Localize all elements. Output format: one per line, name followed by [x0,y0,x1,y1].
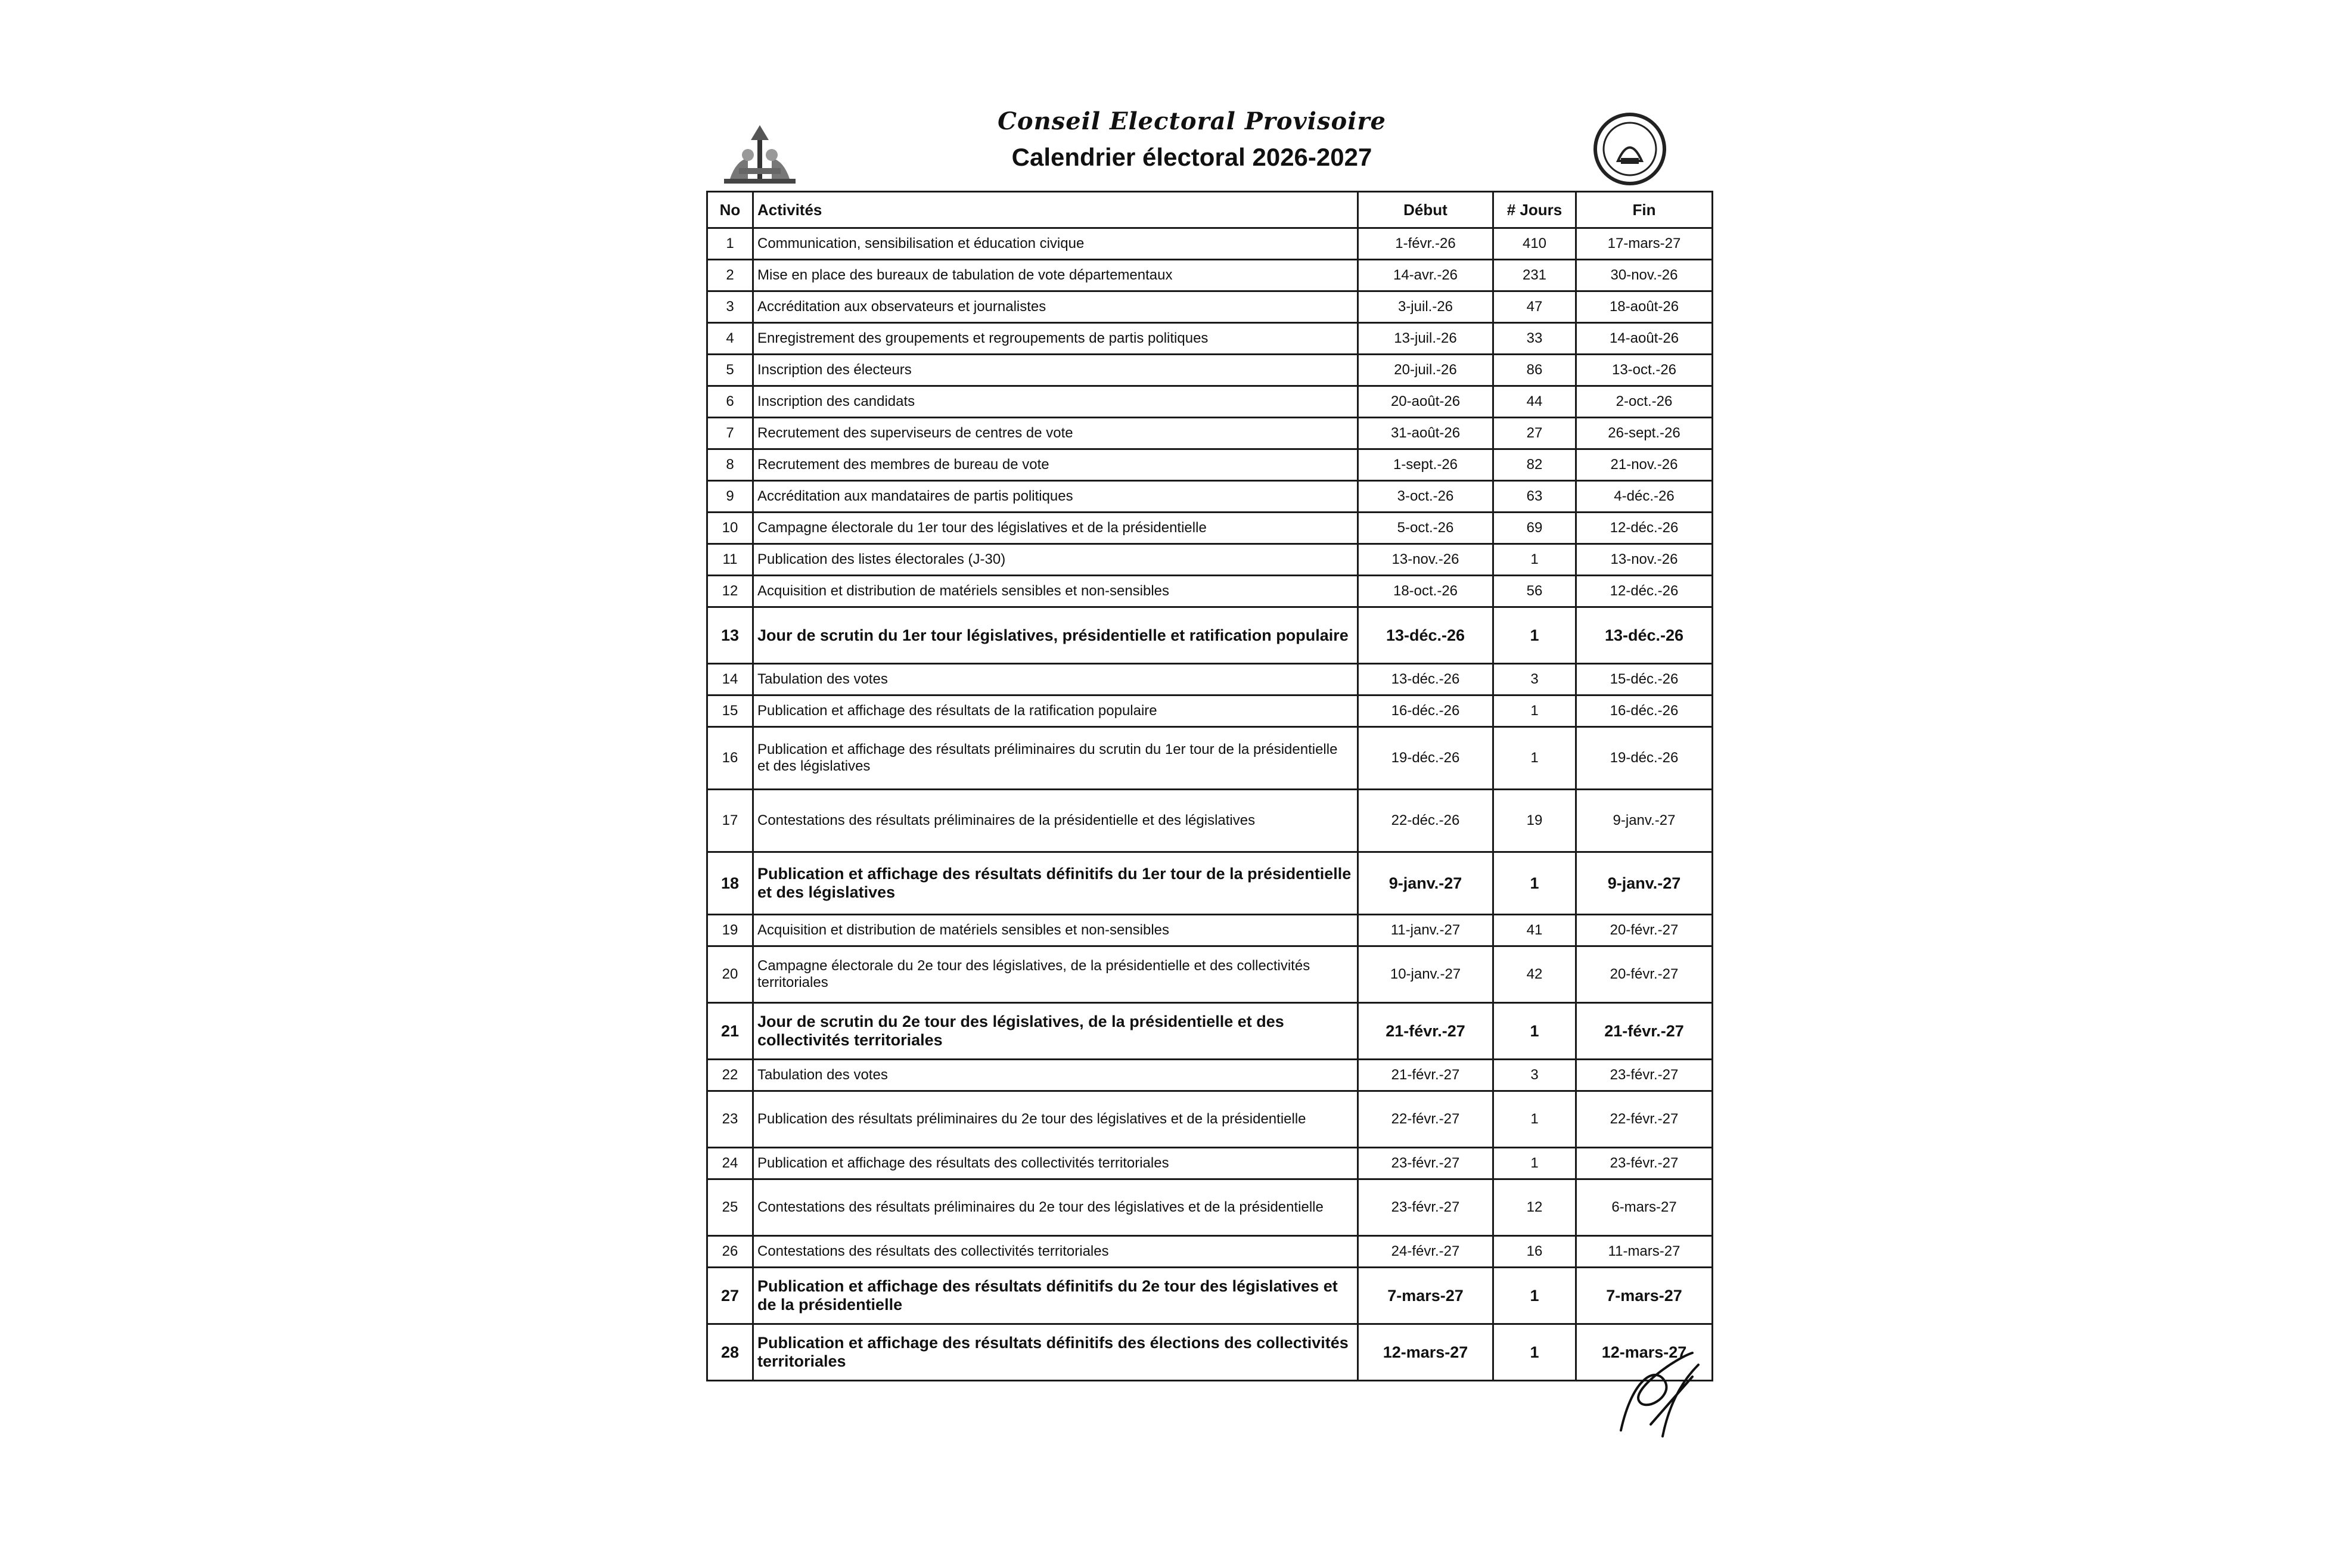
activity-cell: Publication et affichage des résultats préliminaires du scrutin du 1er tour de la présidentielle et des législatives [753,727,1358,790]
days-cell: 1 [1493,1148,1576,1179]
days-cell: 19 [1493,790,1576,852]
start-date-cell: 3-juil.-26 [1358,291,1493,323]
table-row [707,852,1713,915]
row-number: 20 [707,946,753,1003]
table-row [707,481,1713,513]
table-row [707,386,1713,418]
days-cell: 82 [1493,449,1576,481]
end-date-cell: 9-janv.-27 [1576,852,1713,915]
end-date-cell: 12-déc.-26 [1576,513,1713,544]
activity-cell: Publication des résultats préliminaires du 2e tour des législatives et de la présidentielle [753,1091,1358,1148]
days-cell: 1 [1493,852,1576,915]
row-number: 27 [707,1268,753,1324]
activity-cell: Publication et affichage des résultats définitifs des élections des collectivités territoriales [753,1324,1358,1381]
table-row [707,790,1713,852]
start-date-cell: 13-déc.-26 [1358,664,1493,695]
activity-cell: Publication et affichage des résultats définitifs du 2e tour des législatives et de la présidentielle [753,1268,1358,1324]
days-cell: 41 [1493,915,1576,946]
table-row [707,576,1713,607]
end-date-cell: 13-nov.-26 [1576,544,1713,576]
table-header-row [707,192,1713,228]
table-row [707,1236,1713,1268]
table-row [707,1091,1713,1148]
table-row [707,418,1713,449]
days-cell: 33 [1493,323,1576,355]
row-number: 14 [707,664,753,695]
activity-cell: Publication et affichage des résultats définitifs du 1er tour de la présidentielle et des législatives [753,852,1358,915]
row-number: 15 [707,695,753,727]
table-row [707,291,1713,323]
start-date-cell: 22-févr.-27 [1358,1091,1493,1148]
end-date-cell: 6-mars-27 [1576,1179,1713,1236]
organization-name: Conseil Electoral Provisoire [998,107,1386,135]
row-number: 2 [707,260,753,291]
days-cell: 1 [1493,1324,1576,1381]
row-number: 9 [707,481,753,513]
start-date-cell: 5-oct.-26 [1358,513,1493,544]
column-header-no: No [707,192,753,228]
row-number: 17 [707,790,753,852]
table-row [707,946,1713,1003]
row-number: 21 [707,1003,753,1060]
start-date-cell: 1-sept.-26 [1358,449,1493,481]
start-date-cell: 23-févr.-27 [1358,1148,1493,1179]
activity-cell: Recrutement des superviseurs de centres de vote [753,418,1358,449]
end-date-cell: 14-août-26 [1576,323,1713,355]
row-number: 19 [707,915,753,946]
days-cell: 1 [1493,1091,1576,1148]
row-number: 12 [707,576,753,607]
activity-cell: Jour de scrutin du 1er tour législatives, présidentielle et ratification populaire [753,607,1358,664]
activity-cell: Acquisition et distribution de matériels sensibles et non-sensibles [753,576,1358,607]
days-cell: 1 [1493,1003,1576,1060]
end-date-cell: 20-févr.-27 [1576,915,1713,946]
row-number: 26 [707,1236,753,1268]
column-header-jours: # Jours [1493,192,1576,228]
row-number: 23 [707,1091,753,1148]
signature-icon [1609,1341,1710,1442]
days-cell: 16 [1493,1236,1576,1268]
table-row [707,355,1713,386]
row-number: 6 [707,386,753,418]
row-number: 25 [707,1179,753,1236]
row-number: 18 [707,852,753,915]
table-row [707,727,1713,790]
activity-cell: Campagne électorale du 2e tour des législatives, de la présidentielle et des collectivités territoriales [753,946,1358,1003]
end-date-cell: 13-déc.-26 [1576,607,1713,664]
end-date-cell: 18-août-26 [1576,291,1713,323]
activity-cell: Publication et affichage des résultats de la ratification populaire [753,695,1358,727]
start-date-cell: 21-févr.-27 [1358,1003,1493,1060]
table-row [707,513,1713,544]
activity-cell: Communication, sensibilisation et éducation civique [753,228,1358,260]
activity-cell: Accréditation aux observateurs et journalistes [753,291,1358,323]
start-date-cell: 7-mars-27 [1358,1268,1493,1324]
row-number: 10 [707,513,753,544]
row-number: 13 [707,607,753,664]
table-row [707,228,1713,260]
row-number: 28 [707,1324,753,1381]
row-number: 24 [707,1148,753,1179]
start-date-cell: 20-juil.-26 [1358,355,1493,386]
activity-cell: Contestations des résultats des collectivités territoriales [753,1236,1358,1268]
table-row [707,544,1713,576]
end-date-cell: 12-déc.-26 [1576,576,1713,607]
end-date-cell: 4-déc.-26 [1576,481,1713,513]
electoral-calendar-table [706,191,1713,1381]
table-row [707,1060,1713,1091]
row-number: 16 [707,727,753,790]
start-date-cell: 19-déc.-26 [1358,727,1493,790]
days-cell: 86 [1493,355,1576,386]
end-date-cell: 21-févr.-27 [1576,1003,1713,1060]
start-date-cell: 16-déc.-26 [1358,695,1493,727]
start-date-cell: 18-oct.-26 [1358,576,1493,607]
activity-cell: Tabulation des votes [753,1060,1358,1091]
days-cell: 3 [1493,664,1576,695]
activity-cell: Jour de scrutin du 2e tour des législatives, de la présidentielle et des collectivités territoriales [753,1003,1358,1060]
days-cell: 410 [1493,228,1576,260]
column-header-fin: Fin [1576,192,1713,228]
days-cell: 231 [1493,260,1576,291]
days-cell: 44 [1493,386,1576,418]
activity-cell: Inscription des électeurs [753,355,1358,386]
row-number: 8 [707,449,753,481]
table-row [707,1268,1713,1324]
start-date-cell: 12-mars-27 [1358,1324,1493,1381]
start-date-cell: 13-nov.-26 [1358,544,1493,576]
table-row [707,607,1713,664]
row-number: 4 [707,323,753,355]
table-row [707,449,1713,481]
end-date-cell: 20-févr.-27 [1576,946,1713,1003]
start-date-cell: 9-janv.-27 [1358,852,1493,915]
end-date-cell: 23-févr.-27 [1576,1060,1713,1091]
days-cell: 1 [1493,1268,1576,1324]
table-row [707,915,1713,946]
document-header [679,89,1704,191]
end-date-cell: 7-mars-27 [1576,1268,1713,1324]
column-header-debut: Début [1358,192,1493,228]
days-cell: 12 [1493,1179,1576,1236]
row-number: 7 [707,418,753,449]
row-number: 11 [707,544,753,576]
start-date-cell: 1-févr.-26 [1358,228,1493,260]
start-date-cell: 21-févr.-27 [1358,1060,1493,1091]
table-row [707,1003,1713,1060]
document-title: Calendrier électoral 2026-2027 [1011,143,1372,171]
activity-cell: Publication et affichage des résultats des collectivités territoriales [753,1148,1358,1179]
days-cell: 1 [1493,695,1576,727]
table-row [707,323,1713,355]
activity-cell: Acquisition et distribution de matériels sensibles et non-sensibles [753,915,1358,946]
days-cell: 27 [1493,418,1576,449]
activity-cell: Contestations des résultats préliminaires de la présidentielle et des législatives [753,790,1358,852]
days-cell: 47 [1493,291,1576,323]
end-date-cell: 17-mars-27 [1576,228,1713,260]
row-number: 1 [707,228,753,260]
row-number: 22 [707,1060,753,1091]
table-row [707,664,1713,695]
end-date-cell: 23-févr.-27 [1576,1148,1713,1179]
end-date-cell: 30-nov.-26 [1576,260,1713,291]
days-cell: 1 [1493,607,1576,664]
end-date-cell: 15-déc.-26 [1576,664,1713,695]
start-date-cell: 3-oct.-26 [1358,481,1493,513]
table-row [707,1324,1713,1381]
row-number: 5 [707,355,753,386]
start-date-cell: 10-janv.-27 [1358,946,1493,1003]
activity-cell: Mise en place des bureaux de tabulation de vote départementaux [753,260,1358,291]
column-header-activites: Activités [753,192,1358,228]
activity-cell: Campagne électorale du 1er tour des législatives et de la présidentielle [753,513,1358,544]
end-date-cell: 21-nov.-26 [1576,449,1713,481]
start-date-cell: 14-avr.-26 [1358,260,1493,291]
end-date-cell: 26-sept.-26 [1576,418,1713,449]
start-date-cell: 20-août-26 [1358,386,1493,418]
days-cell: 3 [1493,1060,1576,1091]
days-cell: 56 [1493,576,1576,607]
start-date-cell: 11-janv.-27 [1358,915,1493,946]
end-date-cell: 13-oct.-26 [1576,355,1713,386]
row-number: 3 [707,291,753,323]
seal-icon [1591,110,1669,188]
start-date-cell: 13-déc.-26 [1358,607,1493,664]
start-date-cell: 31-août-26 [1358,418,1493,449]
days-cell: 69 [1493,513,1576,544]
activity-cell: Accréditation aux mandataires de partis politiques [753,481,1358,513]
end-date-cell: 19-déc.-26 [1576,727,1713,790]
days-cell: 63 [1493,481,1576,513]
table-row [707,260,1713,291]
document-page [679,89,1704,1478]
start-date-cell: 13-juil.-26 [1358,323,1493,355]
start-date-cell: 22-déc.-26 [1358,790,1493,852]
activity-cell: Contestations des résultats préliminaires du 2e tour des législatives et de la présidentielle [753,1179,1358,1236]
end-date-cell: 2-oct.-26 [1576,386,1713,418]
activity-cell: Tabulation des votes [753,664,1358,695]
end-date-cell: 9-janv.-27 [1576,790,1713,852]
activity-cell: Inscription des candidats [753,386,1358,418]
end-date-cell: 11-mars-27 [1576,1236,1713,1268]
end-date-cell: 22-févr.-27 [1576,1091,1713,1148]
activity-cell: Publication des listes électorales (J-30) [753,544,1358,576]
days-cell: 1 [1493,727,1576,790]
table-row [707,695,1713,727]
days-cell: 1 [1493,544,1576,576]
start-date-cell: 24-févr.-27 [1358,1236,1493,1268]
table-row [707,1179,1713,1236]
end-date-cell: 16-déc.-26 [1576,695,1713,727]
activity-cell: Enregistrement des groupements et regroupements de partis politiques [753,323,1358,355]
days-cell: 42 [1493,946,1576,1003]
table-row [707,1148,1713,1179]
activity-cell: Recrutement des membres de bureau de vote [753,449,1358,481]
start-date-cell: 23-févr.-27 [1358,1179,1493,1236]
end-date-cell: 12-mars-27 [1576,1324,1713,1381]
